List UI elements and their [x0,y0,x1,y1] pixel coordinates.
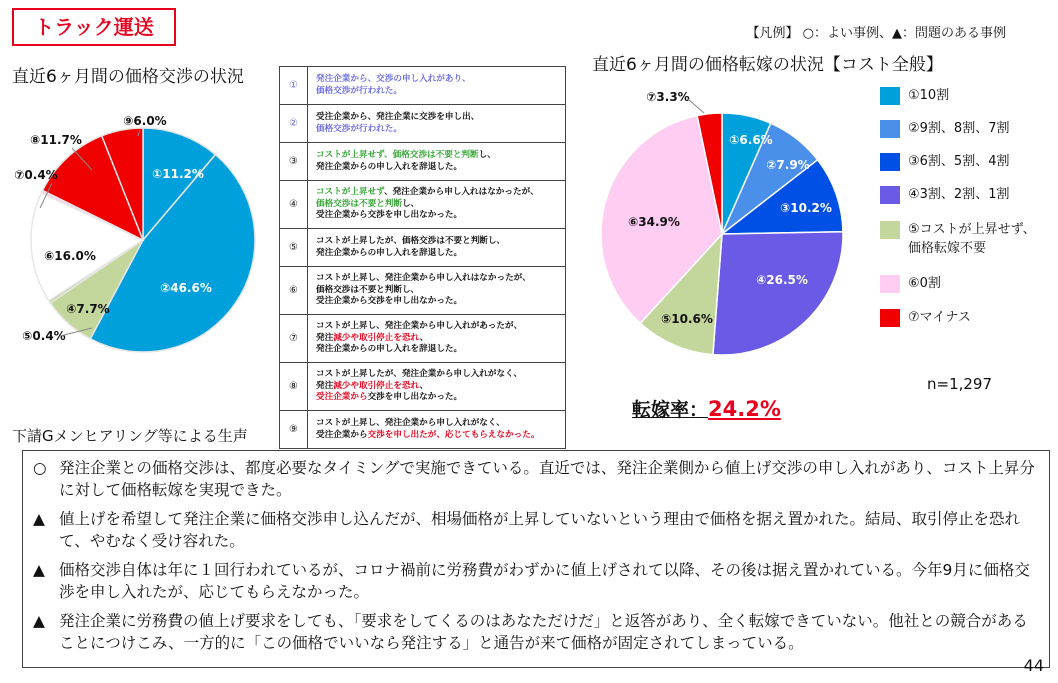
definition-number: ⑧ [280,363,308,411]
comment-item [33,559,1039,603]
comment-item [33,508,1039,552]
negotiation-pie-chart [0,110,280,380]
comment-text: 値上げを希望して発注企業に価格交渉申し込んだが、相場価格が上昇していないという理由で価格を据え置かれた。結局、取引停止を恐れて、やむなく受け容れた。 [59,510,1021,550]
definition-row [280,143,566,181]
legend-swatch [880,153,900,171]
definition-number: ① [280,67,308,105]
definition-number: ③ [280,143,308,181]
legend-label: ⑥0割 [908,276,941,291]
pie-slice-label: ②46.6% [160,281,212,295]
legend-label: ②9割、8割、7割 [908,121,1010,136]
definition-number: ⑨ [280,411,308,449]
pie-slice-label: ⑦3.3% [646,90,690,104]
sample-size: n=1,297 [927,375,993,393]
comment-mark: ○ [33,459,47,477]
definition-text: コストが上昇したが、価格交渉は不要と判断し、 発注企業からの申し入れを辞退した。 [308,229,566,267]
definition-number: ⑦ [280,315,308,363]
comment-text: 発注企業との価格交渉は、都度必要なタイミングで実施できている。直近では、発注企業側から値上げ交渉の申し入れがあり、コスト上昇分に対して価格転嫁を実現できた。 [59,459,1035,499]
definition-row [280,411,566,449]
definition-text: コストが上昇し、発注企業から申し入れはなかったが、 価格交渉は不要と判断し、 受注企業から交渉を申し出なかった。 [308,267,566,315]
legend-label: ③6割、5割、4割 [908,154,1010,169]
pie-slice-label: ①11.2% [152,167,204,181]
pie-slice-label: ⑧11.7% [30,133,82,147]
legend-note: 【凡例】 ○：よい事例、▲：問題のある事例 [746,26,1006,41]
definition-row [280,181,566,229]
comment-item [33,610,1039,654]
definition-row [280,267,566,315]
pie-slice-label: ②7.9% [766,158,810,172]
comment-item [33,457,1039,501]
pie-slice [713,232,843,355]
legend-label: ①10割 [908,88,950,103]
definition-text: コストが上昇し、発注企業から申し入れがあったが、 発注減少や取引停止を恐れ、 発注企業からの申し入れを辞退した。 [308,315,566,363]
definition-number: ⑤ [280,229,308,267]
page-number: 44 [1023,656,1044,675]
legend-swatch [880,87,900,105]
legend-label: ⑤コストが上昇せず、 価格転嫁不要 [908,222,1036,256]
definition-row [280,229,566,267]
voices-heading: 下請Gメンヒアリング等による生声 [12,427,248,445]
comment-text: 発注企業に労務費の値上げ要求をしても、「要求をしてくるのはあなただけだ」と返答があり、全く転嫁できていない。他社との競合があることにつけこみ、一方的に「この価格でいいなら発注する」と通告が来て価格が固定されてしまっている。 [59,612,1028,652]
definition-number: ⑥ [280,267,308,315]
pass-through-rate [632,395,781,422]
rate-value: 24.2% [708,397,781,421]
definition-row [280,105,566,143]
legend-swatch [880,221,900,239]
definition-text: コストが上昇せず、発注企業から申し入れはなかったが、 価格交渉は不要と判断し、 受注企業から交渉を申し出なかった。 [308,181,566,229]
definition-row [280,67,566,105]
legend-label: ④3割、2割、1割 [908,187,1010,202]
definition-row [280,363,566,411]
comment-mark: ▲ [33,612,45,630]
voices-box [22,450,1050,668]
pie-slice-label: ④7.7% [66,302,110,316]
legend-swatch [880,120,900,138]
definition-text: 受注企業から、発注企業に交渉を申し出、 価格交渉が行われた。 [308,105,566,143]
pie-slice-label: ⑨6.0% [123,114,167,128]
legend-swatch [880,309,900,327]
page-title: トラック運送 [12,8,176,46]
definition-text: コストが上昇したが、発注企業から申し入れがなく、 発注減少や取引停止を恐れ、 受注企業から交渉を申し出なかった。 [308,363,566,411]
definition-text: 発注企業から、交渉の申し入れがあり、 価格交渉が行われた。 [308,67,566,105]
comment-text: 価格交渉自体は年に１回行われているが、コロナ禍前に労務費がわずかに値上げされて以降、その後は据え置かれている。今年9月に価格交渉を申し入れたが、応じてもらえなかった。 [59,561,1030,601]
legend-label: ⑦マイナス [908,310,971,325]
pie-slice-label: ⑦0.4% [14,168,58,182]
definition-text: コストが上昇し、発注企業から申し入れがなく、 受注企業から交渉を申し出たが、応じてもらえなかった。 [308,411,566,449]
definition-number: ② [280,105,308,143]
definition-row [280,315,566,363]
rate-label: 転嫁率： [632,399,709,421]
pie-slice-label: ④26.5% [756,273,808,287]
comment-mark: ▲ [33,510,45,528]
pie-slice-label: ⑥34.9% [628,215,680,229]
comment-mark: ▲ [33,561,45,579]
pass-through-pie-chart [592,75,872,365]
definition-table [279,66,566,449]
pie-slice-label: ⑥16.0% [44,249,96,263]
pie-slice-label: ③10.2% [780,201,832,215]
pie-leader-line [688,99,704,113]
pie-slice-label: ⑤10.6% [661,312,713,326]
legend-swatch [880,186,900,204]
definition-number: ④ [280,181,308,229]
pie-slice-label: ⑤0.4% [22,329,66,343]
pie-slice-label: ①6.6% [729,133,773,147]
left-chart-heading: 直近6ヶ月間の価格交渉の状況 [12,67,244,87]
definition-text: コストが上昇せず、価格交渉は不要と判断し、 発注企業からの申し入れを辞退した。 [308,143,566,181]
right-chart-heading: 直近6ヶ月間の価格転嫁の状況【コスト全般】 [592,55,943,75]
legend-swatch [880,275,900,293]
